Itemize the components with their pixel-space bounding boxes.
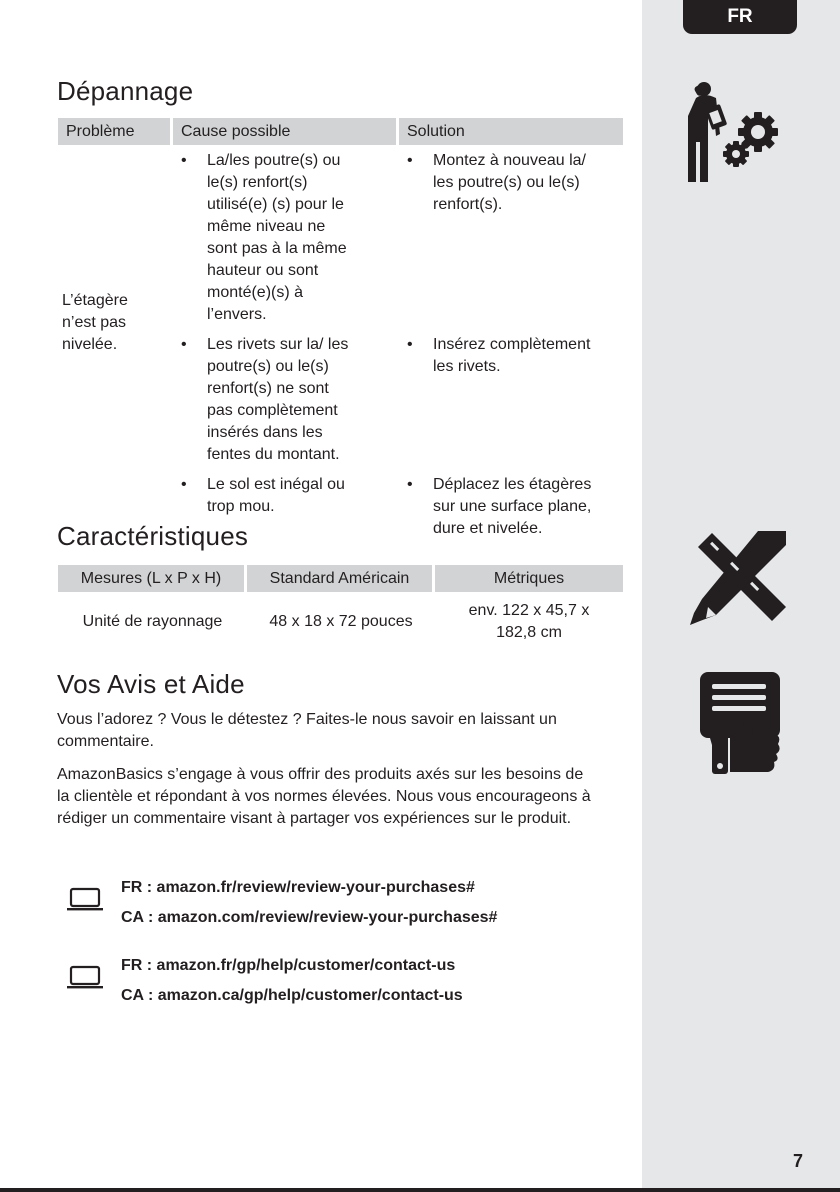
troubleshooting-person-gear-icon bbox=[686, 76, 790, 184]
feedback-paragraph: AmazonBasics s’engage à vous offrir des produits axés sur les besoins de la clientèle et répondant à vos normes élevées. Nous vous encourageons à rédiger un commentaire visant à partager vos expériences sur le produit. bbox=[57, 766, 591, 827]
language-tab: FR bbox=[683, 0, 797, 34]
cause-text: • Les rivets sur la/ les poutre(s) ou le(s) renfort(s) ne sont pas complètement insérés dans les fentes du montant. bbox=[173, 334, 357, 466]
solution-text: • Déplacez les étagères sur une surface plane, dure et nivelée. bbox=[399, 474, 609, 540]
laptop-icon bbox=[67, 887, 103, 911]
help-link-fr[interactable]: FR : amazon.fr/gp/help/customer/contact-us bbox=[121, 957, 456, 974]
cause-text: • Le sol est inégal ou trop mou. bbox=[173, 474, 357, 518]
solution-text: • Montez à nouveau la/ les poutre(s) ou le(s) renfort(s). bbox=[399, 150, 603, 216]
laptop-icon bbox=[67, 965, 103, 989]
spec-metric-value: env. 122 x 45,7 x 182,8 cm bbox=[468, 602, 590, 641]
spec-label: Unité de rayonnage bbox=[82, 613, 223, 630]
troubleshooting-title: Dépannage bbox=[57, 76, 194, 106]
troubleshooting-table bbox=[58, 118, 623, 540]
feedback-paragraph: Vous l’adorez ? Vous le détestez ? Faites-le nous savoir en laissant un commentaire. bbox=[57, 711, 557, 750]
feedback-thumbs-up-icon bbox=[700, 672, 784, 776]
feedback-title: Vos Avis et Aide bbox=[57, 669, 245, 699]
cause-text: • La/les poutre(s) ou le(s) renfort(s) utilisé(e) (s) pour le même niveau ne sont pas à la même hauteur ou sont monté(e)(s) à l’envers. bbox=[173, 150, 357, 326]
problem-text: L’étagère n’est pas nivelée. bbox=[62, 291, 128, 353]
header-solution: Solution bbox=[399, 118, 623, 145]
table-row bbox=[58, 145, 623, 326]
specifications-pencil-ruler-icon bbox=[688, 525, 792, 629]
review-link-fr[interactable]: FR : amazon.fr/review/review-your-purchases# bbox=[121, 879, 475, 896]
specs-title: Caractéristiques bbox=[57, 521, 249, 551]
specs-table bbox=[58, 565, 623, 645]
review-link-ca[interactable]: CA : amazon.com/review/review-your-purchases# bbox=[121, 909, 498, 926]
header-problem: Problème bbox=[58, 118, 173, 145]
header-us-standard: Standard Américain bbox=[247, 565, 435, 592]
header-cause: Cause possible bbox=[173, 118, 399, 145]
solution-text: • Insérez complètement les rivets. bbox=[399, 334, 609, 378]
header-measures: Mesures (L x P x H) bbox=[58, 565, 247, 592]
table-header-row bbox=[58, 118, 623, 145]
table-header-row bbox=[58, 565, 623, 592]
table-row bbox=[58, 592, 623, 645]
spec-us-value: 48 x 18 x 72 pouces bbox=[269, 613, 413, 630]
bottom-rule bbox=[0, 1188, 840, 1192]
help-link-ca[interactable]: CA : amazon.ca/gp/help/customer/contact-us bbox=[121, 987, 463, 1004]
header-metric: Métriques bbox=[435, 565, 623, 592]
page-number: 7 bbox=[793, 1151, 804, 1171]
